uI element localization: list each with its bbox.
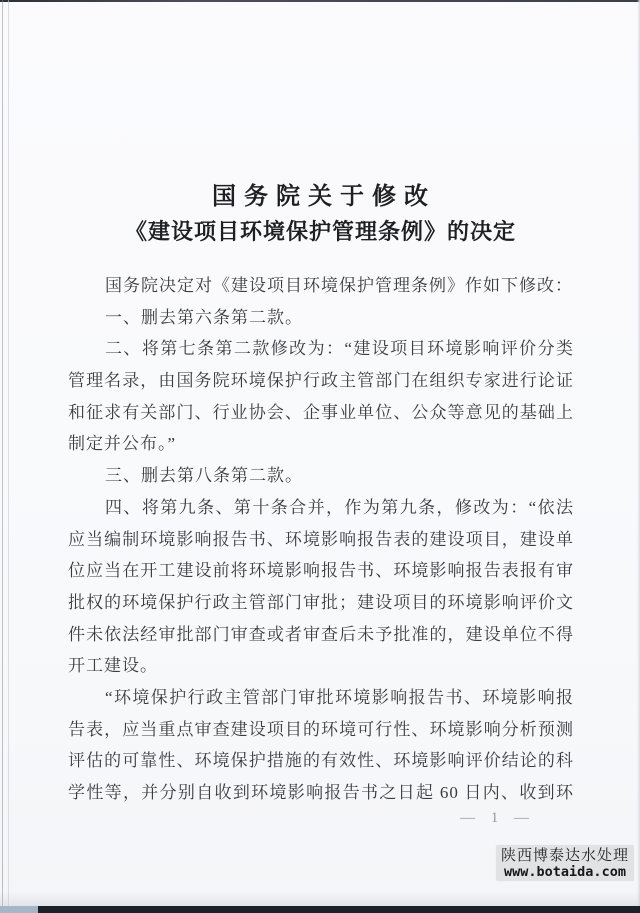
body-line: 国务院决定对《建设项目环境保护管理条例》作如下修改：: [105, 276, 573, 295]
body-line: 告表，应当重点审查建设项目的环境可行性、环境影响分析预测: [68, 719, 574, 739]
body-line: 四、将第九条、第十条合并，作为第九条，修改为：“依法: [105, 497, 574, 517]
document-body: [68, 270, 574, 809]
document-title-line2: 《建设项目环境保护管理条例》的决定: [124, 219, 516, 244]
watermark-badge: [495, 844, 635, 882]
body-line: 评估的可靠性、环境保护措施的有效性、环境影响评价结论的科: [68, 751, 574, 771]
watermark-url: www.botaida.com: [504, 863, 626, 880]
scan-bottom-shade: [0, 892, 640, 906]
body-line: 管理名录，由国务院环境保护行政主管部门在组织专家进行论证: [68, 371, 574, 391]
body-line: 应当编制环境影响报告书、环境影响报告表的建设项目，建设单: [68, 529, 574, 549]
document-title-line1: 国务院关于修改: [212, 184, 436, 210]
body-line: “环境保护行政主管部门审批环境影响报告书、环境影响报: [105, 687, 574, 707]
body-line: 一、删去第六条第二款。: [105, 307, 303, 327]
body-line: 二、将第七条第二款修改为：“建设项目环境影响评价分类: [105, 339, 574, 359]
page-number: — 1 —: [460, 810, 535, 826]
scan-edge-left-inner: [8, 0, 9, 913]
body-line: 开工建设。: [68, 656, 158, 676]
body-line: 制定并公布。”: [68, 434, 177, 454]
body-line: 和征求有关部门、行业协会、企事业单位、公众等意见的基础上: [68, 402, 574, 422]
body-line: 位应当在开工建设前将环境影响报告书、环境影响报告表报有审: [68, 561, 574, 581]
body-line: 批权的环境保护行政主管部门审批；建设项目的环境影响评价文: [68, 592, 574, 612]
scan-edge-bottom-left-segment: [0, 906, 38, 913]
body-line: 件未依法经审批部门审查或者审查后未予批准的，建设单位不得: [68, 624, 574, 644]
watermark-company: 陕西博泰达水处理: [500, 846, 629, 864]
body-line: 学性等，并分别自收到环境影响报告书之日起 60 日内、收到环: [68, 783, 574, 802]
scan-edge-top: [0, 0, 640, 2]
scan-edge-left-outer: [2, 0, 3, 913]
body-line: 三、删去第八条第二款。: [105, 466, 303, 486]
scan-edge-bottom-bar: [0, 906, 640, 913]
